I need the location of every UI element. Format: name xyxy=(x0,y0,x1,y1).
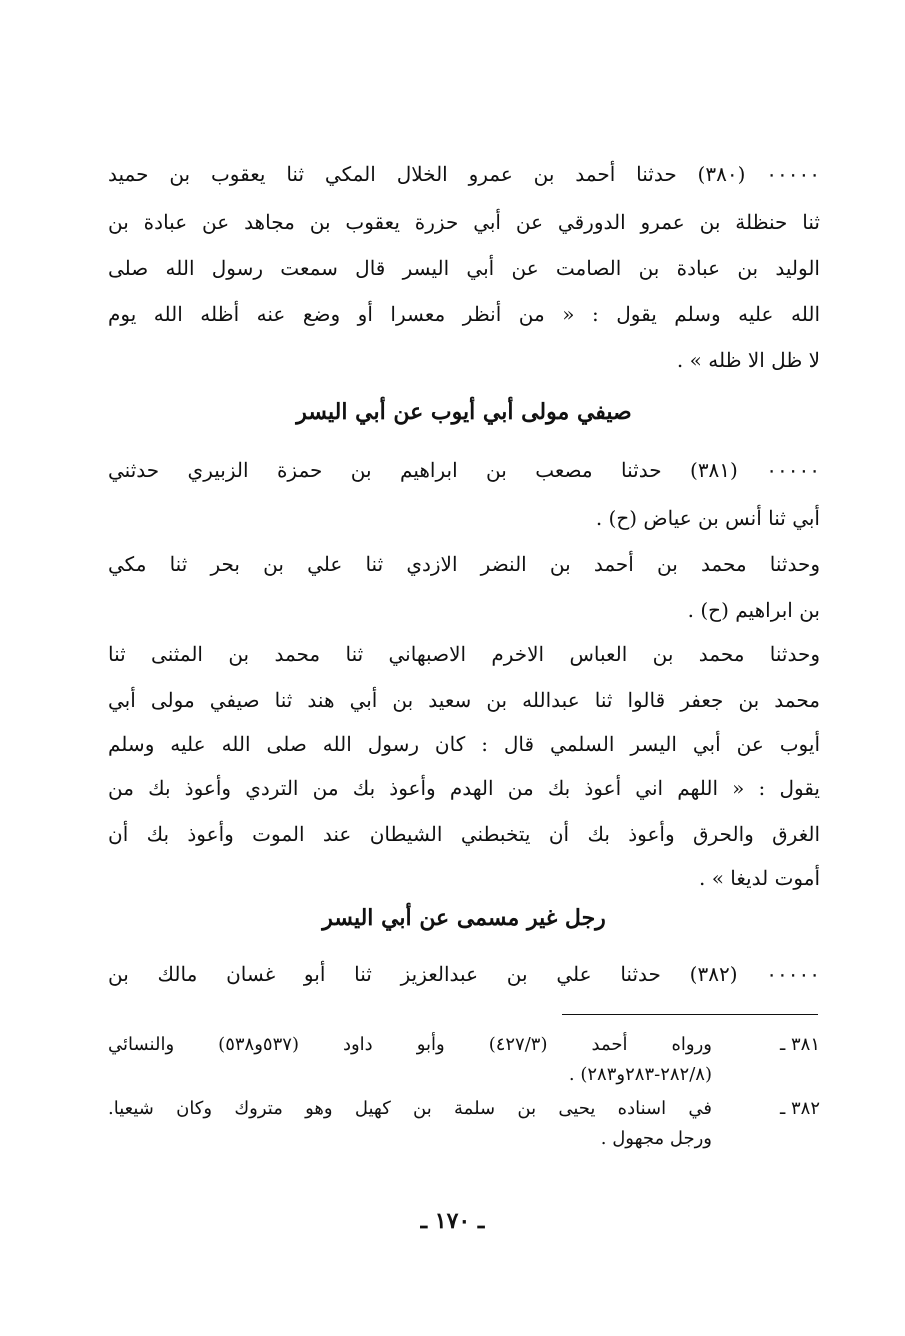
text-line: ٠٠٠٠٠ (٣٨١) حدثنا مصعب بن ابراهيم بن حمزة الزبيري حدثني xyxy=(108,458,820,482)
text-line: أبي ثنا أنس بن عياض (ح) . xyxy=(595,506,820,530)
text-line: محمد بن جعفر قالوا ثنا عبدالله بن سعيد بن أبي هند ثنا صيفي مولى أبي xyxy=(108,688,820,712)
footnote-text xyxy=(108,1094,712,1154)
text-line: ثنا حنظلة بن عمرو الدورقي عن أبي حزرة يعقوب بن مجاهد عن عبادة بن xyxy=(108,210,820,234)
section-heading: صيفي مولى أبي أيوب عن أبي اليسر xyxy=(296,399,632,425)
footnote-text xyxy=(108,1030,712,1090)
text-line: لا ظل الا ظله » . xyxy=(676,348,820,372)
footnote-line: ورواه أحمد (٤٢٧/٣) وأبو داود (٥٣٧و٥٣٨) والنسائي xyxy=(108,1034,712,1055)
footnote-number: ٣٨٢ ـ xyxy=(779,1098,820,1119)
text-line: أموت لديغا » . xyxy=(699,866,820,890)
footnote-line: في اسناده يحيى بن سلمة بن كهيل وهو متروك وكان شيعيا. xyxy=(108,1098,712,1119)
text-line: ٠٠٠٠٠ (٣٨٠) حدثنا أحمد بن عمرو الخلال المكي ثنا يعقوب بن حميد xyxy=(108,162,820,186)
text-line: الله عليه وسلم يقول : « من أنظر معسرا أو وضع عنه أظله الله يوم xyxy=(108,302,820,326)
text-line: يقول : « اللهم اني أعوذ بك من الهدم وأعوذ بك من التردي وأعوذ بك من xyxy=(108,776,820,800)
footnote-number: ٣٨١ ـ xyxy=(779,1034,820,1055)
section-heading: رجل غير مسمى عن أبي اليسر xyxy=(322,905,606,931)
footnote-line: ورجل مجهول . xyxy=(600,1128,712,1149)
text-line: أيوب عن أبي اليسر السلمي قال : كان رسول الله صلى الله عليه وسلم xyxy=(108,732,820,756)
text-line: وحدثنا محمد بن أحمد بن النضر الازدي ثنا علي بن بحر ثنا مكي xyxy=(108,552,820,576)
footnote-line: (٢٨٢/٨-٢٨٣و٢٨٣) . xyxy=(568,1064,712,1085)
text-line: ٠٠٠٠٠ (٣٨٢) حدثنا علي بن عبدالعزيز ثنا أبو غسان مالك بن xyxy=(108,962,820,986)
footnote-divider xyxy=(562,1014,818,1015)
text-line: بن ابراهيم (ح) . xyxy=(687,598,820,622)
text-line: الوليد بن عبادة بن الصامت عن أبي اليسر قال سمعت رسول الله صلى xyxy=(108,256,820,280)
page-number: ـ ١٧٠ ـ xyxy=(420,1208,485,1234)
text-line: الغرق والحرق وأعوذ بك أن يتخبطني الشيطان عند الموت وأعوذ بك أن xyxy=(108,822,820,846)
text-line: وحدثنا محمد بن العباس الاخرم الاصبهاني ثنا محمد بن المثنى ثنا xyxy=(108,642,820,666)
